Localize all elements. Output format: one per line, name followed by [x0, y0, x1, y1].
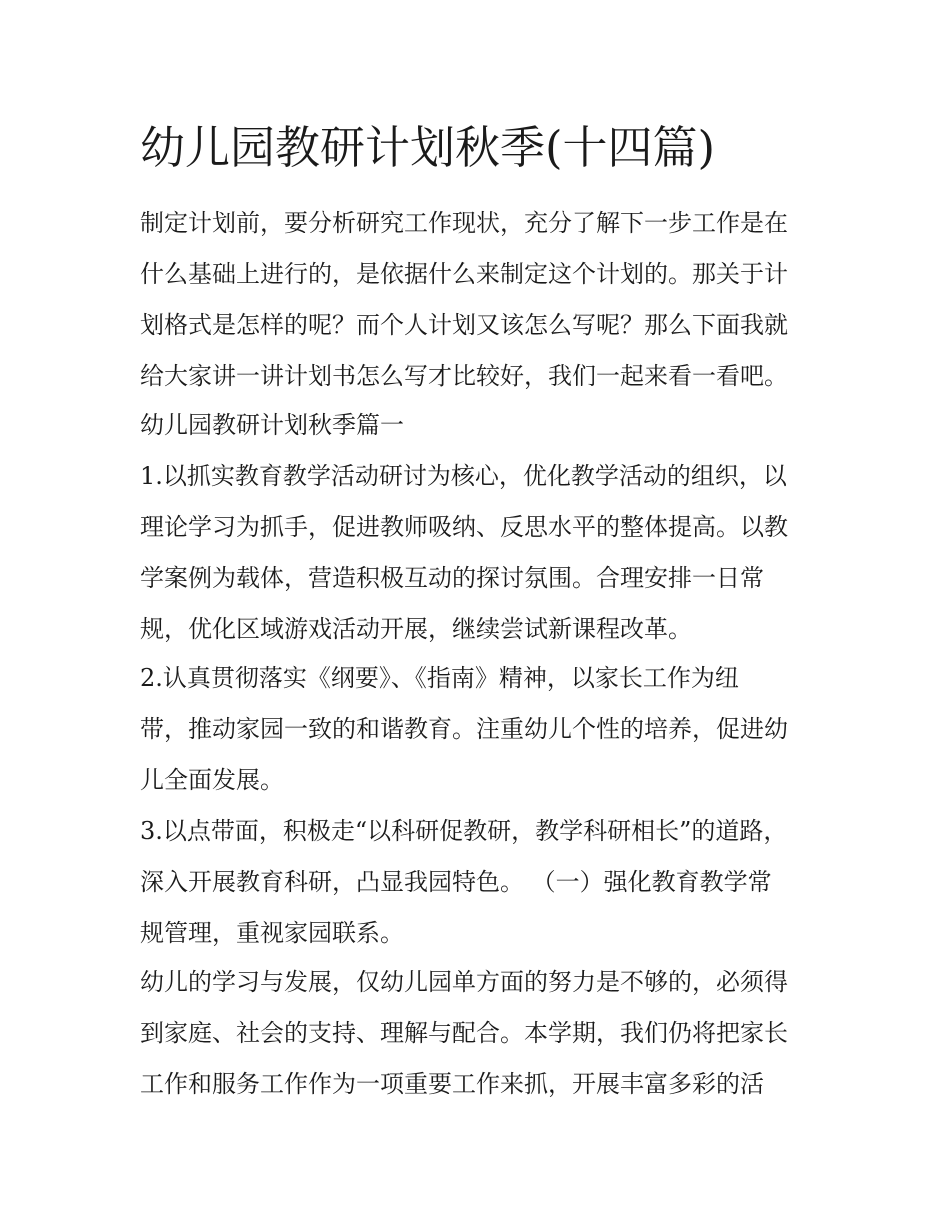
body-line-2: 什么基础上进行的，是依据什么来制定这个计划的。那关于计 — [140, 260, 788, 288]
body-line-8: 学案例为载体，营造积极互动的探讨氛围。合理安排一日常 — [140, 564, 764, 592]
body-line-3: 划格式是怎样的呢？而个人计划又该怎么写呢？那么下面我就 — [140, 311, 788, 339]
body-line-10: 2.认真贯彻落实《纲要》、《指南》精神，以家长工作为纽 — [140, 664, 739, 692]
body-line-1: 制定计划前，要分析研究工作现状，充分了解下一步工作是在 — [140, 209, 788, 237]
body-line-7: 理论学习为抓手，促进教师吸纳、反思水平的整体提高。以教 — [140, 513, 788, 541]
body-line-12: 儿全面发展。 — [140, 766, 284, 794]
document-title: 幼儿园教研计划秋季(十四篇) — [140, 121, 716, 174]
body-line-15: 规管理，重视家园联系。 — [140, 919, 404, 947]
body-line-17: 到家庭、社会的支持、理解与配合。本学期，我们仍将把家长 — [140, 1019, 788, 1047]
body-line-14: 深入开展教育科研，凸显我园特色。 （一）强化教育教学常 — [140, 868, 772, 896]
body-line-9: 规，优化区域游戏活动开展，继续尝试新课程改革。 — [140, 615, 692, 643]
body-line-4: 给大家讲一讲计划书怎么写才比较好，我们一起来看一看吧。 — [140, 362, 788, 390]
body-line-6: 1.以抓实教育教学活动研讨为核心，优化教学活动的组织，以 — [140, 462, 787, 490]
section-heading: 幼儿园教研计划秋季篇一 — [140, 411, 404, 439]
body-line-18: 工作和服务工作作为一项重要工作来抓，开展丰富多彩的活 — [140, 1070, 764, 1098]
body-line-16: 幼儿的学习与发展，仅幼儿园单方面的努力是不够的，必须得 — [140, 968, 788, 996]
body-line-13: 3.以点带面，积极走“以科研促教研，教学科研相长”的道路， — [140, 817, 788, 845]
body-line-11: 带，推动家园一致的和谐教育。注重幼儿个性的培养，促进幼 — [140, 715, 788, 743]
